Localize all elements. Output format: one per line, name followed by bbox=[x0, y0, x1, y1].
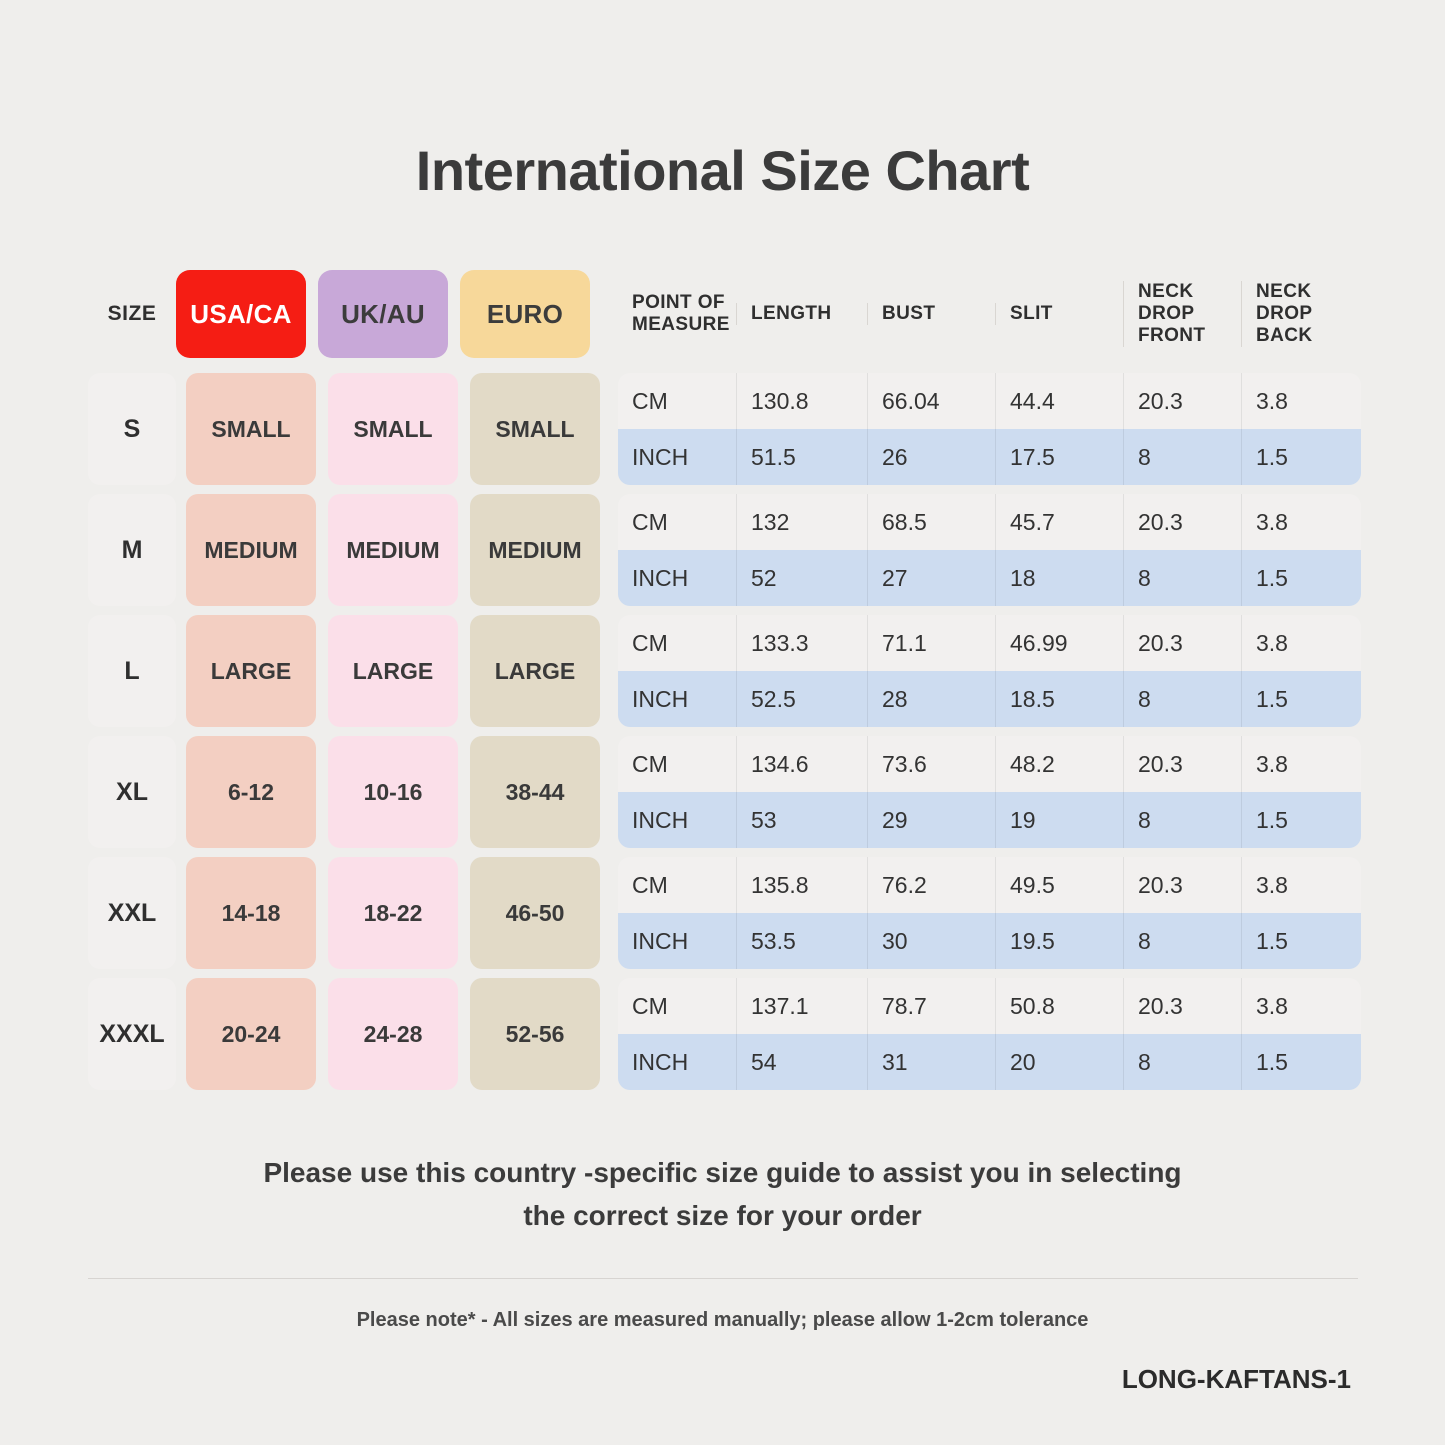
size-chart-table bbox=[88, 265, 1357, 1099]
cell-unit: INCH bbox=[632, 927, 689, 954]
size-label-block bbox=[88, 265, 612, 1099]
size-label-rows bbox=[88, 373, 612, 1099]
row-usa: MEDIUM bbox=[186, 494, 316, 606]
cell-slit: 20 bbox=[995, 1034, 1123, 1090]
cell-neck-drop-front: 8 bbox=[1123, 913, 1241, 969]
table-row bbox=[88, 615, 612, 727]
cell-length: 51.5 bbox=[736, 429, 867, 485]
header-neck-drop-front: NECK DROP FRONT bbox=[1123, 281, 1241, 347]
measurement-row-cm bbox=[618, 857, 1361, 913]
measurement-row-cm bbox=[618, 615, 1361, 671]
cell-bust: 31 bbox=[867, 1034, 995, 1090]
cell-bust: 71.1 bbox=[867, 615, 995, 671]
cell-neck-drop-back: 3.8 bbox=[1241, 978, 1361, 1034]
cell-length: 134.6 bbox=[736, 736, 867, 792]
cell-bust: 28 bbox=[867, 671, 995, 727]
cell-slit: 17.5 bbox=[995, 429, 1123, 485]
cell-slit: 49.5 bbox=[995, 857, 1123, 913]
cell-unit: INCH bbox=[632, 443, 689, 470]
table-row bbox=[88, 494, 612, 606]
measurement-row-inch bbox=[618, 1034, 1361, 1090]
measurement-group bbox=[618, 978, 1361, 1090]
cell-length: 52 bbox=[736, 550, 867, 606]
cell-neck-drop-back: 3.8 bbox=[1241, 857, 1361, 913]
cell-bust: 68.5 bbox=[867, 494, 995, 550]
row-size: M bbox=[88, 494, 176, 606]
divider bbox=[88, 1278, 1358, 1279]
cell-neck-drop-back: 3.8 bbox=[1241, 736, 1361, 792]
measurement-row-cm bbox=[618, 494, 1361, 550]
cell-neck-drop-back: 1.5 bbox=[1241, 671, 1361, 727]
tolerance-note: Please note* - All sizes are measured manually; please allow 1-2cm tolerance bbox=[356, 1308, 1089, 1331]
row-usa: 20-24 bbox=[186, 978, 316, 1090]
cell-neck-drop-front: 8 bbox=[1123, 671, 1241, 727]
cell-length: 137.1 bbox=[736, 978, 867, 1034]
sku-code: LONG-KAFTANS-1 bbox=[1121, 1363, 1351, 1394]
cell-neck-drop-front: 20.3 bbox=[1123, 978, 1241, 1034]
row-size: XXXL bbox=[88, 978, 176, 1090]
cell-unit: INCH bbox=[632, 685, 689, 712]
row-usa: LARGE bbox=[186, 615, 316, 727]
table-row bbox=[88, 736, 612, 848]
cell-bust: 26 bbox=[867, 429, 995, 485]
cell-neck-drop-front: 8 bbox=[1123, 792, 1241, 848]
measurement-row-inch bbox=[618, 550, 1361, 606]
row-euro: 38-44 bbox=[470, 736, 600, 848]
cell-unit: INCH bbox=[632, 564, 689, 591]
cell-neck-drop-back: 1.5 bbox=[1241, 550, 1361, 606]
row-usa: 14-18 bbox=[186, 857, 316, 969]
cell-length: 132 bbox=[736, 494, 867, 550]
measurement-row-inch bbox=[618, 913, 1361, 969]
measurement-row-inch bbox=[618, 429, 1361, 485]
row-uk: 24-28 bbox=[328, 978, 458, 1090]
size-label-header-row bbox=[88, 265, 612, 363]
row-size: L bbox=[88, 615, 176, 727]
header-uk-au: UK/AU bbox=[318, 270, 448, 358]
row-size: XXL bbox=[88, 857, 176, 969]
cell-bust: 66.04 bbox=[867, 373, 995, 429]
cell-slit: 46.99 bbox=[995, 615, 1123, 671]
cell-slit: 50.8 bbox=[995, 978, 1123, 1034]
measurement-group bbox=[618, 615, 1361, 727]
header-euro: EURO bbox=[460, 270, 590, 358]
cell-unit: CM bbox=[632, 750, 668, 777]
cell-neck-drop-back: 1.5 bbox=[1241, 429, 1361, 485]
cell-bust: 73.6 bbox=[867, 736, 995, 792]
measurement-group bbox=[618, 736, 1361, 848]
cell-length: 135.8 bbox=[736, 857, 867, 913]
cell-length: 52.5 bbox=[736, 671, 867, 727]
header-slit: SLIT bbox=[995, 303, 1123, 325]
cell-neck-drop-back: 3.8 bbox=[1241, 615, 1361, 671]
cell-bust: 78.7 bbox=[867, 978, 995, 1034]
cell-unit: CM bbox=[632, 629, 668, 656]
cell-unit: CM bbox=[632, 387, 668, 414]
cell-unit: INCH bbox=[632, 806, 689, 833]
row-euro: MEDIUM bbox=[470, 494, 600, 606]
table-row bbox=[88, 857, 612, 969]
table-row bbox=[88, 373, 612, 485]
page-title: International Size Chart bbox=[415, 139, 1030, 202]
measurement-row-inch bbox=[618, 792, 1361, 848]
cell-slit: 48.2 bbox=[995, 736, 1123, 792]
cell-unit: CM bbox=[632, 992, 668, 1019]
row-uk: 10-16 bbox=[328, 736, 458, 848]
cell-length: 133.3 bbox=[736, 615, 867, 671]
measurement-group bbox=[618, 857, 1361, 969]
cell-slit: 18 bbox=[995, 550, 1123, 606]
measurement-rows bbox=[618, 373, 1361, 1099]
measurement-row-cm bbox=[618, 736, 1361, 792]
cell-slit: 45.7 bbox=[995, 494, 1123, 550]
cell-neck-drop-front: 20.3 bbox=[1123, 615, 1241, 671]
cell-neck-drop-back: 1.5 bbox=[1241, 792, 1361, 848]
cell-neck-drop-back: 1.5 bbox=[1241, 1034, 1361, 1090]
measurement-group bbox=[618, 373, 1361, 485]
header-neck-drop-back: NECK DROP BACK bbox=[1241, 281, 1361, 347]
cell-length: 130.8 bbox=[736, 373, 867, 429]
cell-unit: CM bbox=[632, 871, 668, 898]
header-bust: BUST bbox=[867, 303, 995, 325]
measurement-row-cm bbox=[618, 373, 1361, 429]
header-usa-ca: USA/CA bbox=[176, 270, 306, 358]
row-euro: 52-56 bbox=[470, 978, 600, 1090]
cell-slit: 19.5 bbox=[995, 913, 1123, 969]
cell-length: 54 bbox=[736, 1034, 867, 1090]
measurement-row-cm bbox=[618, 978, 1361, 1034]
cell-neck-drop-front: 20.3 bbox=[1123, 373, 1241, 429]
cell-length: 53.5 bbox=[736, 913, 867, 969]
size-guide-note bbox=[88, 1151, 1357, 1238]
row-usa: SMALL bbox=[186, 373, 316, 485]
row-size: XL bbox=[88, 736, 176, 848]
cell-bust: 76.2 bbox=[867, 857, 995, 913]
header-point-of-measure: POINT OF MEASURE bbox=[632, 292, 730, 335]
cell-unit: CM bbox=[632, 508, 668, 535]
cell-neck-drop-back: 3.8 bbox=[1241, 373, 1361, 429]
measurement-header-row bbox=[618, 265, 1361, 363]
size-guide-note-line1: Please use this country -specific size guide to assist you in selecting bbox=[263, 1157, 1182, 1188]
cell-neck-drop-front: 20.3 bbox=[1123, 494, 1241, 550]
row-uk: MEDIUM bbox=[328, 494, 458, 606]
cell-bust: 29 bbox=[867, 792, 995, 848]
cell-slit: 18.5 bbox=[995, 671, 1123, 727]
row-euro: 46-50 bbox=[470, 857, 600, 969]
cell-neck-drop-front: 8 bbox=[1123, 429, 1241, 485]
cell-neck-drop-back: 1.5 bbox=[1241, 913, 1361, 969]
cell-slit: 19 bbox=[995, 792, 1123, 848]
row-size: S bbox=[88, 373, 176, 485]
cell-neck-drop-front: 20.3 bbox=[1123, 857, 1241, 913]
cell-neck-drop-back: 3.8 bbox=[1241, 494, 1361, 550]
cell-bust: 30 bbox=[867, 913, 995, 969]
cell-neck-drop-front: 8 bbox=[1123, 1034, 1241, 1090]
cell-neck-drop-front: 20.3 bbox=[1123, 736, 1241, 792]
cell-unit: INCH bbox=[632, 1048, 689, 1075]
measurement-group bbox=[618, 494, 1361, 606]
table-row bbox=[88, 978, 612, 1090]
row-uk: 18-22 bbox=[328, 857, 458, 969]
row-usa: 6-12 bbox=[186, 736, 316, 848]
cell-bust: 27 bbox=[867, 550, 995, 606]
row-euro: LARGE bbox=[470, 615, 600, 727]
header-length: LENGTH bbox=[736, 303, 867, 325]
size-guide-note-line2: the correct size for your order bbox=[523, 1200, 922, 1232]
measurement-block bbox=[618, 265, 1361, 1099]
cell-length: 53 bbox=[736, 792, 867, 848]
row-uk: SMALL bbox=[328, 373, 458, 485]
cell-neck-drop-front: 8 bbox=[1123, 550, 1241, 606]
header-size: SIZE bbox=[107, 302, 157, 325]
measurement-row-inch bbox=[618, 671, 1361, 727]
row-euro: SMALL bbox=[470, 373, 600, 485]
row-uk: LARGE bbox=[328, 615, 458, 727]
cell-slit: 44.4 bbox=[995, 373, 1123, 429]
